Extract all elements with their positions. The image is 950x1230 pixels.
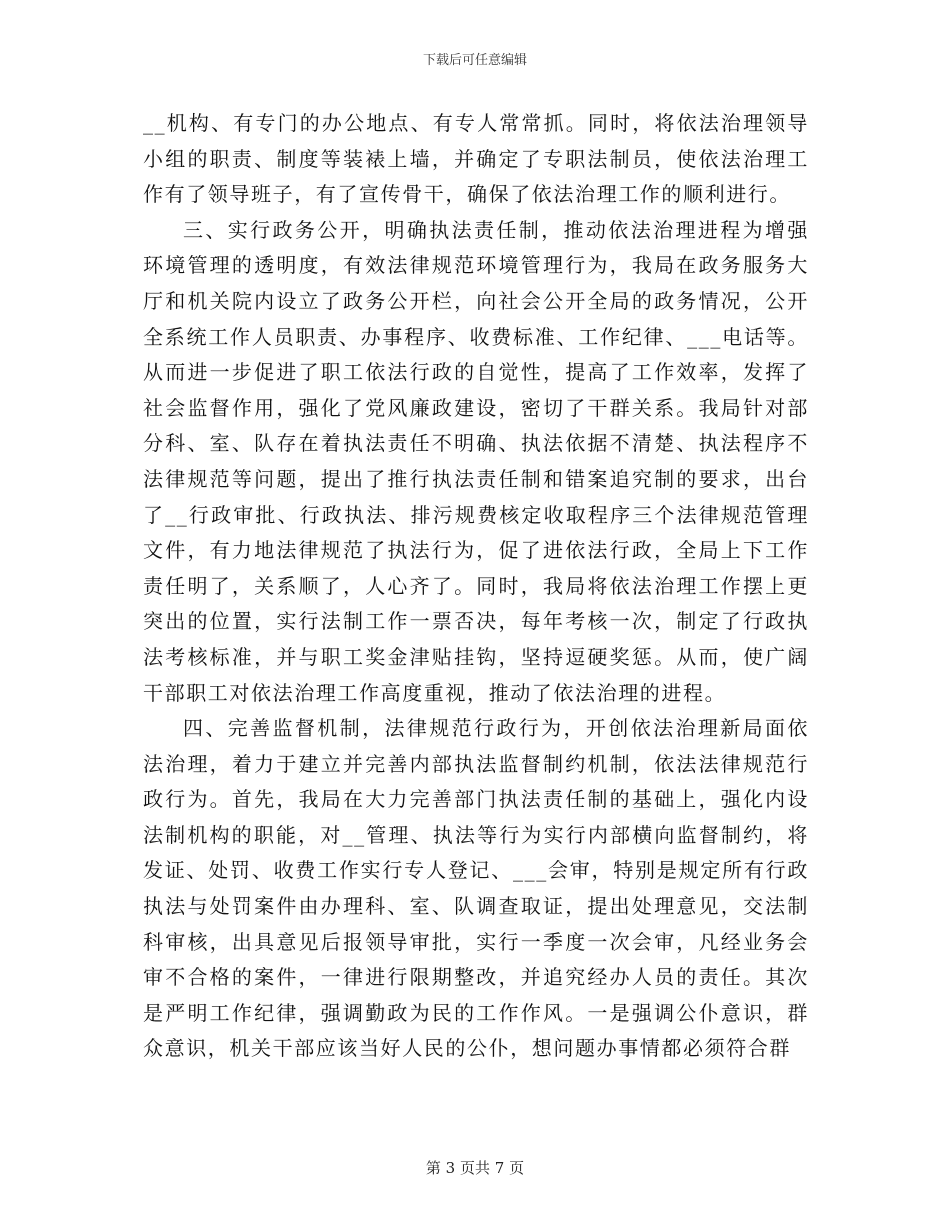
paragraph-3: 四、完善监督机制，法律规范行政行为，开创依法治理新局面依法治理，着力于建立并完善内部执法监督制约机制，依法法律规范行政行为。首先，我局在大力完善部门执法责任制的基础上，强化内设法制机构的职能，对__管理、执法等行为实行内部横向监督制约，将发证、处罚、收费工作实行专人登记、___会审，特别是规定所有行政执法与处罚案件由办理科、室、队调查取证，提出处理意见，交法制科审核，出具意见后报领导审批，实行一季度一次会审，凡经业务会审不合格的案件，一律进行限期整改，并追究经办人员的责任。其次是严明工作纪律，强调勤政为民的工作作风。一是强调公仆意识，群众意识，机关干部应该当好人民的公仆，想问题办事情都必须符合群 [143,716,809,1061]
paragraph-2: 三、实行政务公开，明确执法责任制，推动依法治理进程为增强环境管理的透明度，有效法律规范环境管理行为，我局在政务服务大厅和机关院内设立了政务公开栏，向社会公开全局的政务情况，公开全系统工作人员职责、办事程序、收费标准、工作纪律、___电话等。从而进一步促进了职工依法行政的自觉性，提高了工作效率，发挥了社会监督作用，强化了党风廉政建设，密切了干群关系。我局针对部分科、室、队存在着执法责任不明确、执法依据不清楚、执法程序不法律规范等问题，提出了推行执法责任制和错案追究制的要求，出台了__行政审批、行政执法、排污规费核定收取程序三个法律规范管理文件，有力地法律规范了执法行为，促了进依法行政，全局上下工作责任明了，关系顺了，人心齐了。同时，我局将依法治理工作摆上更突出的位置，实行法制工作一票否决，每年考核一次，制定了行政执法考核标准，并与职工奖金津贴挂钩，坚持逗硬奖惩。从而，使广阔干部职工对依法治理工作高度重视，推动了依法治理的进程。 [143,217,809,705]
page-header: 下载后可任意编辑 [422,53,527,68]
page-number-footer: 第 3 页共 7 页 [425,1159,525,1177]
paragraph-1: __机构、有专门的办公地点、有专人常常抓。同时，将依法治理领导小组的职责、制度等装裱上墙，并确定了专职法制员，使依法治理工作有了领导班子，有了宣传骨干，确保了依法治理工作的顺利进行。 [143,111,809,207]
document-body [143,106,809,1067]
